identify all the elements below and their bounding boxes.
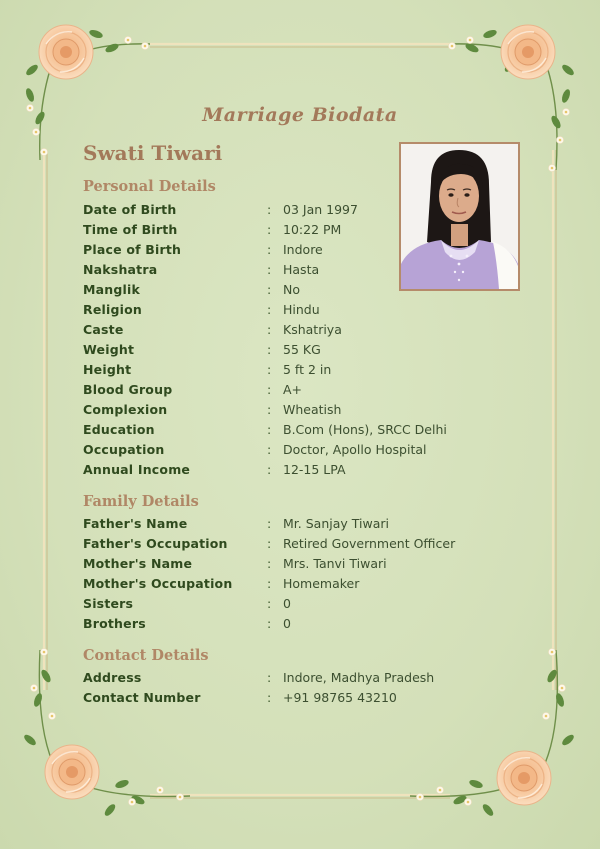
detail-value: Indore <box>283 242 323 257</box>
detail-value: Wheatish <box>283 402 342 417</box>
detail-label: Caste <box>83 322 124 337</box>
detail-label: Father's Name <box>83 516 188 531</box>
detail-value: Mr. Sanjay Tiwari <box>283 516 389 531</box>
separator: : <box>267 202 272 217</box>
detail-row-caste <box>83 320 503 340</box>
separator: : <box>267 576 272 591</box>
detail-row-date-of-birth <box>83 200 503 220</box>
detail-row-manglik <box>83 280 503 300</box>
detail-row-mothers-name <box>83 554 503 574</box>
separator: : <box>267 222 272 237</box>
contact-details-list <box>83 668 503 708</box>
detail-row-fathers-name <box>83 514 503 534</box>
detail-value: 10:22 PM <box>283 222 342 237</box>
detail-value: Homemaker <box>283 576 360 591</box>
detail-label: Date of Birth <box>83 202 177 217</box>
detail-row-complexion <box>83 400 503 420</box>
separator: : <box>267 556 272 571</box>
separator: : <box>267 616 272 631</box>
detail-value: 55 KG <box>283 342 321 357</box>
detail-value: Retired Government Officer <box>283 536 456 551</box>
separator: : <box>267 342 272 357</box>
separator: : <box>267 596 272 611</box>
separator: : <box>267 536 272 551</box>
separator: : <box>267 382 272 397</box>
separator: : <box>267 670 272 685</box>
page-title: Marriage Biodata <box>202 104 398 126</box>
detail-label: Time of Birth <box>83 222 178 237</box>
separator: : <box>267 362 272 377</box>
detail-label: Mother's Occupation <box>83 576 233 591</box>
detail-value: Indore, Madhya Pradesh <box>283 670 435 685</box>
separator: : <box>267 282 272 297</box>
detail-label: Father's Occupation <box>83 536 228 551</box>
detail-label: Occupation <box>83 442 165 457</box>
detail-label: Education <box>83 422 155 437</box>
detail-value: Mrs. Tanvi Tiwari <box>283 556 387 571</box>
separator: : <box>267 422 272 437</box>
detail-label: Blood Group <box>83 382 173 397</box>
separator: : <box>267 302 272 317</box>
detail-row-contact-number <box>83 688 503 708</box>
detail-value: +91 98765 43210 <box>283 690 397 705</box>
detail-label: Address <box>83 670 142 685</box>
separator: : <box>267 442 272 457</box>
detail-value: B.Com (Hons), SRCC Delhi <box>283 422 447 437</box>
detail-row-mothers-occupation <box>83 574 503 594</box>
detail-row-place-of-birth <box>83 240 503 260</box>
separator: : <box>267 242 272 257</box>
separator: : <box>267 262 272 277</box>
detail-value: 5 ft 2 in <box>283 362 332 377</box>
detail-row-fathers-occupation <box>83 534 503 554</box>
detail-row-sisters <box>83 594 503 614</box>
detail-label: Height <box>83 362 132 377</box>
detail-row-nakshatra <box>83 260 503 280</box>
detail-value: 12-15 LPA <box>283 462 346 477</box>
detail-value: Kshatriya <box>283 322 342 337</box>
detail-label: Annual Income <box>83 462 191 477</box>
family-details-list <box>83 514 503 634</box>
detail-value: Hasta <box>283 262 320 277</box>
detail-value: 0 <box>283 596 291 611</box>
detail-label: Nakshatra <box>83 262 158 277</box>
detail-label: Weight <box>83 342 135 357</box>
detail-row-height <box>83 360 503 380</box>
detail-label: Brothers <box>83 616 146 631</box>
section-title-contact: Contact Details <box>83 647 209 664</box>
detail-label: Complexion <box>83 402 168 417</box>
detail-label: Place of Birth <box>83 242 182 257</box>
rose-flower-cluster-icon <box>24 25 150 160</box>
personal-details-list <box>83 200 503 480</box>
detail-row-weight <box>83 340 503 360</box>
detail-value: Hindu <box>283 302 320 317</box>
detail-row-annual-income <box>83 460 503 480</box>
detail-value: 03 Jan 1997 <box>283 202 358 217</box>
separator: : <box>267 690 272 705</box>
detail-label: Manglik <box>83 282 141 297</box>
detail-row-brothers <box>83 614 503 634</box>
detail-value: Doctor, Apollo Hospital <box>283 442 427 457</box>
detail-row-time-of-birth <box>83 220 503 240</box>
detail-row-education <box>83 420 503 440</box>
separator: : <box>267 516 272 531</box>
candidate-name: Swati Tiwari <box>83 141 223 165</box>
separator: : <box>267 462 272 477</box>
section-title-family: Family Details <box>83 493 199 510</box>
detail-row-religion <box>83 300 503 320</box>
detail-value: A+ <box>283 382 303 397</box>
detail-label: Mother's Name <box>83 556 193 571</box>
detail-row-address <box>83 668 503 688</box>
detail-row-blood-group <box>83 380 503 400</box>
detail-row-occupation <box>83 440 503 460</box>
section-title-personal: Personal Details <box>83 178 216 195</box>
separator: : <box>267 322 272 337</box>
separator: : <box>267 402 272 417</box>
detail-label: Religion <box>83 302 142 317</box>
detail-value: 0 <box>283 616 291 631</box>
detail-value: No <box>283 282 300 297</box>
detail-label: Sisters <box>83 596 134 611</box>
detail-label: Contact Number <box>83 690 201 705</box>
